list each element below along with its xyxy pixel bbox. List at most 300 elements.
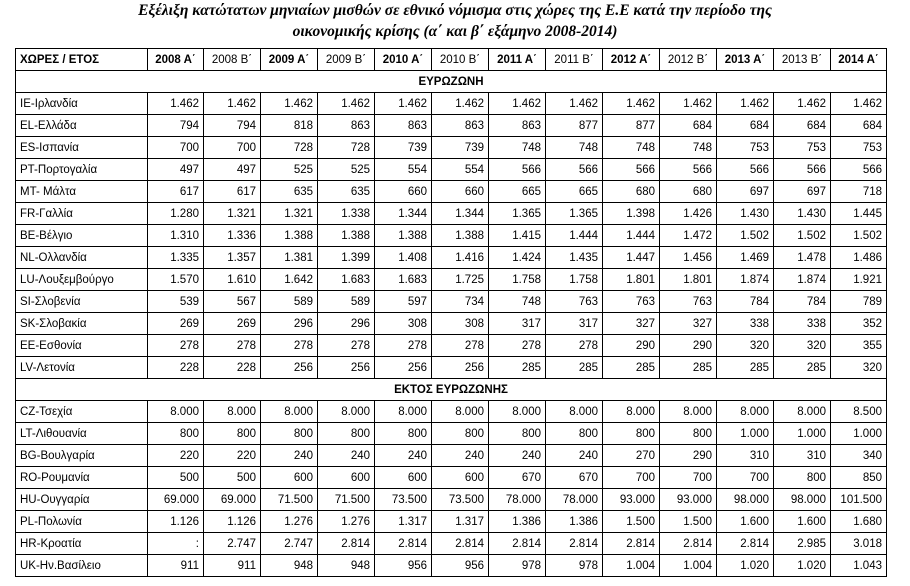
value-cell: 1.381 [261,247,318,269]
value-cell: 1.462 [546,93,603,115]
value-cell: 784 [717,291,774,313]
country-cell: FR-Γαλλία [16,203,148,225]
value-cell: 1.472 [660,225,717,247]
value-cell: 1.462 [261,93,318,115]
value-cell: 352 [831,313,887,335]
value-cell: 256 [261,357,318,379]
value-cell: 340 [831,445,887,467]
value-cell: 1.500 [660,511,717,533]
value-cell: 617 [148,181,204,203]
value-cell: 800 [660,423,717,445]
value-cell: 911 [204,555,261,577]
value-cell: 8.000 [204,401,261,423]
value-cell: 763 [660,291,717,313]
country-cell: UK-Ην.Βασίλειο [16,555,148,577]
value-cell: 8.000 [148,401,204,423]
value-cell: 73.500 [375,489,432,511]
value-cell: 1.426 [660,203,717,225]
value-cell: 1.683 [318,269,375,291]
table-row [16,533,887,555]
value-cell: 320 [717,335,774,357]
value-cell: 684 [774,115,831,137]
value-cell: 2.814 [375,533,432,555]
value-cell: 800 [148,423,204,445]
value-cell: 1.344 [375,203,432,225]
value-cell: 98.000 [774,489,831,511]
value-cell: 317 [489,313,546,335]
value-cell: 863 [489,115,546,137]
table-row [16,159,887,181]
value-cell: 1.462 [831,93,887,115]
value-cell: 240 [261,445,318,467]
title-line-2: οικονομικής κρίσης (α΄ και β΄ εξάμηνο 2008-2014) [292,23,618,40]
value-cell: 800 [432,423,489,445]
value-cell: 327 [603,313,660,335]
value-cell: 1.462 [660,93,717,115]
value-cell: 739 [375,137,432,159]
value-cell: 1.680 [831,511,887,533]
value-cell: 1.462 [204,93,261,115]
value-cell: 1.758 [546,269,603,291]
value-cell: 500 [204,467,261,489]
value-cell: 308 [375,313,432,335]
column-header: 2009 Α΄ [261,49,318,71]
value-cell: 525 [261,159,318,181]
value-cell: 8.000 [774,401,831,423]
value-cell: 1.388 [318,225,375,247]
value-cell: 278 [375,335,432,357]
value-cell: 670 [546,467,603,489]
value-cell: 1.874 [774,269,831,291]
value-cell: 665 [489,181,546,203]
value-cell: 660 [375,181,432,203]
value-cell: 285 [603,357,660,379]
value-cell: 71.500 [318,489,375,511]
value-cell: 296 [318,313,375,335]
value-cell: 600 [375,467,432,489]
value-cell: 240 [318,445,375,467]
value-cell: 680 [603,181,660,203]
value-cell: 800 [603,423,660,445]
section-label: ΕΥΡΩΖΩΝΗ [16,71,887,93]
value-cell: 2.814 [717,533,774,555]
country-cell: SI-Σλοβενία [16,291,148,313]
value-cell: 911 [148,555,204,577]
value-cell: 1.725 [432,269,489,291]
table-row [16,357,887,379]
corner-header: ΧΩΡΕΣ / ΕΤΟΣ [16,49,148,71]
table-row [16,489,887,511]
table-row [16,511,887,533]
value-cell: 269 [204,313,261,335]
value-cell: 800 [204,423,261,445]
value-cell: 589 [318,291,375,313]
value-cell: 784 [774,291,831,313]
value-cell: 1.570 [148,269,204,291]
value-cell: 78.000 [546,489,603,511]
value-cell: 525 [318,159,375,181]
value-cell: 948 [261,555,318,577]
country-cell: BG-Βουλγαρία [16,445,148,467]
value-cell: 800 [375,423,432,445]
value-cell: 1.416 [432,247,489,269]
value-cell: 1.445 [831,203,887,225]
value-cell: 794 [204,115,261,137]
value-cell: 228 [204,357,261,379]
value-cell: 8.500 [831,401,887,423]
value-cell: 684 [717,115,774,137]
value-cell: 497 [204,159,261,181]
value-cell: 554 [375,159,432,181]
value-cell: 753 [774,137,831,159]
value-cell: 700 [204,137,261,159]
value-cell: 285 [774,357,831,379]
value-cell: 566 [831,159,887,181]
country-cell: CZ-Τσεχία [16,401,148,423]
value-cell: 800 [774,467,831,489]
value-cell: 240 [432,445,489,467]
value-cell: 1.462 [489,93,546,115]
value-cell: 763 [546,291,603,313]
value-cell: 863 [375,115,432,137]
column-header: 2012 Α΄ [603,49,660,71]
value-cell: 800 [546,423,603,445]
country-cell: HR-Κροατία [16,533,148,555]
value-cell: 800 [318,423,375,445]
value-cell: 1.415 [489,225,546,247]
value-cell: 278 [489,335,546,357]
table-row [16,225,887,247]
section-label: ΕΚΤΟΣ ΕΥΡΩΖΩΝΗΣ [16,379,887,401]
value-cell: 220 [148,445,204,467]
country-cell: RO-Ρουμανία [16,467,148,489]
value-cell: 1.500 [603,511,660,533]
value-cell: 1.388 [375,225,432,247]
value-cell: 2.814 [432,533,489,555]
value-cell: 539 [148,291,204,313]
value-cell: 1.424 [489,247,546,269]
value-cell: 285 [546,357,603,379]
value-cell: 1.444 [603,225,660,247]
table-row [16,181,887,203]
table-row [16,401,887,423]
value-cell: 1.462 [375,93,432,115]
value-cell: 2.814 [660,533,717,555]
table-row [16,137,887,159]
column-header: 2008 Β΄ [204,49,261,71]
value-cell: 269 [148,313,204,335]
value-cell: 1.462 [603,93,660,115]
column-header: 2013 Α΄ [717,49,774,71]
value-cell: 1.478 [774,247,831,269]
value-cell: 978 [546,555,603,577]
value-cell: 1.921 [831,269,887,291]
value-cell: 8.000 [318,401,375,423]
value-cell: 8.000 [603,401,660,423]
value-cell: 1.435 [546,247,603,269]
value-cell: 1.317 [375,511,432,533]
value-cell: 554 [432,159,489,181]
value-cell: 1.610 [204,269,261,291]
value-cell: 1.276 [318,511,375,533]
value-cell: 728 [318,137,375,159]
value-cell: 1.126 [204,511,261,533]
value-cell: 1.399 [318,247,375,269]
country-cell: ES-Ισπανία [16,137,148,159]
table-row [16,203,887,225]
value-cell: 1.600 [717,511,774,533]
value-cell: 1.486 [831,247,887,269]
value-cell: 635 [318,181,375,203]
table-row [16,269,887,291]
value-cell: 566 [489,159,546,181]
value-cell: 93.000 [603,489,660,511]
column-header: 2009 Β΄ [318,49,375,71]
value-cell: 1.344 [432,203,489,225]
country-cell: BE-Βέλγιο [16,225,148,247]
value-cell: 290 [603,335,660,357]
value-cell: 1.456 [660,247,717,269]
value-cell: 240 [546,445,603,467]
value-cell: 2.747 [261,533,318,555]
value-cell: 1.386 [546,511,603,533]
value-cell: 228 [148,357,204,379]
value-cell: 1.502 [717,225,774,247]
section-header-row [16,71,887,93]
value-cell: 684 [831,115,887,137]
value-cell: : [148,533,204,555]
value-cell: 739 [432,137,489,159]
value-cell: 1.276 [261,511,318,533]
value-cell: 700 [148,137,204,159]
value-cell: 718 [831,181,887,203]
value-cell: 660 [432,181,489,203]
value-cell: 1.321 [204,203,261,225]
value-cell: 635 [261,181,318,203]
value-cell: 1.310 [148,225,204,247]
value-cell: 1.447 [603,247,660,269]
value-cell: 566 [546,159,603,181]
country-cell: LU-Λουξεμβούργο [16,269,148,291]
country-cell: IE-Ιρλανδία [16,93,148,115]
value-cell: 700 [660,467,717,489]
value-cell: 355 [831,335,887,357]
table-row [16,555,887,577]
value-cell: 684 [660,115,717,137]
value-cell: 818 [261,115,318,137]
value-cell: 320 [774,335,831,357]
value-cell: 600 [261,467,318,489]
value-cell: 8.000 [660,401,717,423]
value-cell: 1.280 [148,203,204,225]
country-cell: PT-Πορτογαλία [16,159,148,181]
value-cell: 1.502 [774,225,831,247]
value-cell: 753 [717,137,774,159]
value-cell: 8.000 [261,401,318,423]
value-cell: 1.642 [261,269,318,291]
value-cell: 69.000 [148,489,204,511]
value-cell: 566 [717,159,774,181]
value-cell: 93.000 [660,489,717,511]
value-cell: 1.874 [717,269,774,291]
table-row [16,291,887,313]
country-cell: EL-Ελλάδα [16,115,148,137]
value-cell: 98.000 [717,489,774,511]
value-cell: 278 [546,335,603,357]
value-cell: 665 [546,181,603,203]
column-header: 2013 Β΄ [774,49,831,71]
value-cell: 734 [432,291,489,313]
table-row [16,423,887,445]
value-cell: 1.388 [261,225,318,247]
value-cell: 800 [261,423,318,445]
value-cell: 600 [318,467,375,489]
country-cell: NL-Ολλανδία [16,247,148,269]
column-header: 2014 Α΄ [831,49,887,71]
value-cell: 290 [660,335,717,357]
value-cell: 8.000 [489,401,546,423]
value-cell: 794 [148,115,204,137]
value-cell: 748 [489,137,546,159]
column-header: 2012 Β΄ [660,49,717,71]
value-cell: 327 [660,313,717,335]
table-row [16,115,887,137]
column-header: 2011 Α΄ [489,49,546,71]
value-cell: 497 [148,159,204,181]
value-cell: 320 [831,357,887,379]
value-cell: 2.814 [603,533,660,555]
country-cell: LT-Λιθουανία [16,423,148,445]
value-cell: 8.000 [432,401,489,423]
minimum-wage-table [15,48,887,577]
value-cell: 753 [831,137,887,159]
value-cell: 863 [318,115,375,137]
value-cell: 278 [204,335,261,357]
value-cell: 1.462 [432,93,489,115]
value-cell: 1.321 [261,203,318,225]
value-cell: 1.357 [204,247,261,269]
value-cell: 278 [318,335,375,357]
value-cell: 2.985 [774,533,831,555]
value-cell: 2.814 [546,533,603,555]
table-row [16,93,887,115]
value-cell: 1.469 [717,247,774,269]
value-cell: 2.747 [204,533,261,555]
value-cell: 240 [489,445,546,467]
value-cell: 278 [432,335,489,357]
value-cell: 290 [660,445,717,467]
value-cell: 500 [148,467,204,489]
value-cell: 670 [489,467,546,489]
value-cell: 617 [204,181,261,203]
value-cell: 240 [375,445,432,467]
country-cell: SK-Σλοβακία [16,313,148,335]
table-row [16,445,887,467]
value-cell: 1.004 [603,555,660,577]
value-cell: 863 [432,115,489,137]
value-cell: 285 [717,357,774,379]
value-cell: 566 [660,159,717,181]
value-cell: 978 [489,555,546,577]
value-cell: 338 [717,313,774,335]
value-cell: 310 [717,445,774,467]
value-cell: 296 [261,313,318,335]
value-cell: 270 [603,445,660,467]
value-cell: 748 [660,137,717,159]
value-cell: 220 [204,445,261,467]
value-cell: 285 [489,357,546,379]
value-cell: 1.317 [432,511,489,533]
value-cell: 748 [489,291,546,313]
section-header-row [16,379,887,401]
value-cell: 1.758 [489,269,546,291]
value-cell: 763 [603,291,660,313]
value-cell: 1.020 [717,555,774,577]
value-cell: 2.814 [489,533,546,555]
value-cell: 597 [375,291,432,313]
value-cell: 1.462 [774,93,831,115]
value-cell: 1.683 [375,269,432,291]
value-cell: 78.000 [489,489,546,511]
table-body [16,71,887,577]
value-cell: 800 [489,423,546,445]
value-cell: 1.000 [831,423,887,445]
country-cell: PL-Πολωνία [16,511,148,533]
value-cell: 8.000 [375,401,432,423]
value-cell: 8.000 [546,401,603,423]
value-cell: 317 [546,313,603,335]
value-cell: 1.338 [318,203,375,225]
value-cell: 728 [261,137,318,159]
value-cell: 700 [717,467,774,489]
value-cell: 789 [831,291,887,313]
value-cell: 285 [660,357,717,379]
country-cell: LV-Λετονία [16,357,148,379]
header-row [16,49,887,71]
value-cell: 680 [660,181,717,203]
value-cell: 3.018 [831,533,887,555]
value-cell: 101.500 [831,489,887,511]
country-cell: MT- Μάλτα [16,181,148,203]
value-cell: 1.408 [375,247,432,269]
value-cell: 566 [603,159,660,181]
value-cell: 256 [318,357,375,379]
value-cell: 748 [546,137,603,159]
value-cell: 8.000 [717,401,774,423]
value-cell: 256 [375,357,432,379]
value-cell: 1.398 [603,203,660,225]
value-cell: 1.336 [204,225,261,247]
value-cell: 278 [261,335,318,357]
value-cell: 1.000 [717,423,774,445]
value-cell: 1.004 [660,555,717,577]
value-cell: 1.462 [318,93,375,115]
value-cell: 697 [717,181,774,203]
table-row [16,467,887,489]
value-cell: 256 [432,357,489,379]
value-cell: 877 [603,115,660,137]
value-cell: 1.430 [774,203,831,225]
column-header: 2010 Α΄ [375,49,432,71]
value-cell: 1.365 [546,203,603,225]
value-cell: 1.335 [148,247,204,269]
value-cell: 877 [546,115,603,137]
value-cell: 748 [603,137,660,159]
value-cell: 1.388 [432,225,489,247]
value-cell: 1.430 [717,203,774,225]
value-cell: 956 [432,555,489,577]
value-cell: 1.462 [148,93,204,115]
